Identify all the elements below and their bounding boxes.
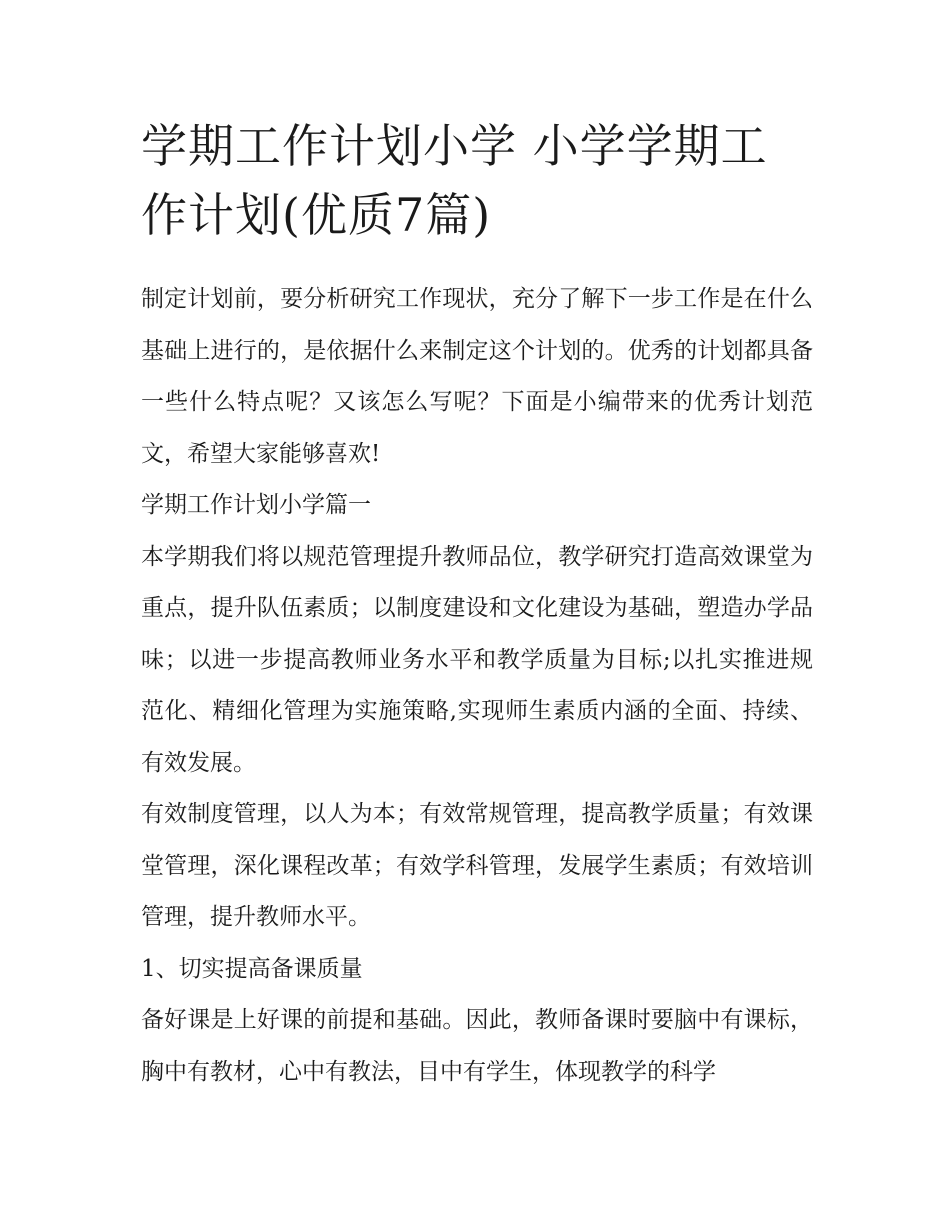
section-heading-part-one: 学期工作计划小学篇一 — [141, 492, 371, 518]
subheading-lesson-prep: 1、切实提高备课质量 — [141, 955, 363, 982]
body-paragraph-management: 有效制度管理，以人为本；有效常规管理，提高教学质量；有效课堂管理，深化课程改革；有效学科管理，发展学生素质；有效培训管理，提升教师水平。 — [141, 801, 813, 930]
intro-paragraph: 制定计划前，要分析研究工作现状，充分了解下一步工作是在什么基础上进行的，是依据什么来制定这个计划的。优秀的计划都具备一些什么特点呢？又该怎么写呢？下面是小编带来的优秀计划范文，希望大家能够喜欢! — [141, 286, 813, 467]
document-title: 学期工作计划小学 小学学期工作计划(优质7篇) — [141, 119, 768, 242]
document-page — [141, 112, 813, 1098]
body-paragraph-lesson-prep: 备好课是上好课的前提和基础。因此，教师备课时要脑中有课标，胸中有教材，心中有教法，目中有学生，体现教学的科学 — [141, 1007, 813, 1085]
body-paragraph-goals: 本学期我们将以规范管理提升教师品位，教学研究打造高效课堂为重点，提升队伍素质；以制度建设和文化建设为基础，塑造办学品味；以进一步提高教师业务水平和教学质量为目标;以扎实推进规范化、精细化管理为实施策略,实现师生素质内涵的全面、持续、有效发展。 — [141, 543, 813, 776]
